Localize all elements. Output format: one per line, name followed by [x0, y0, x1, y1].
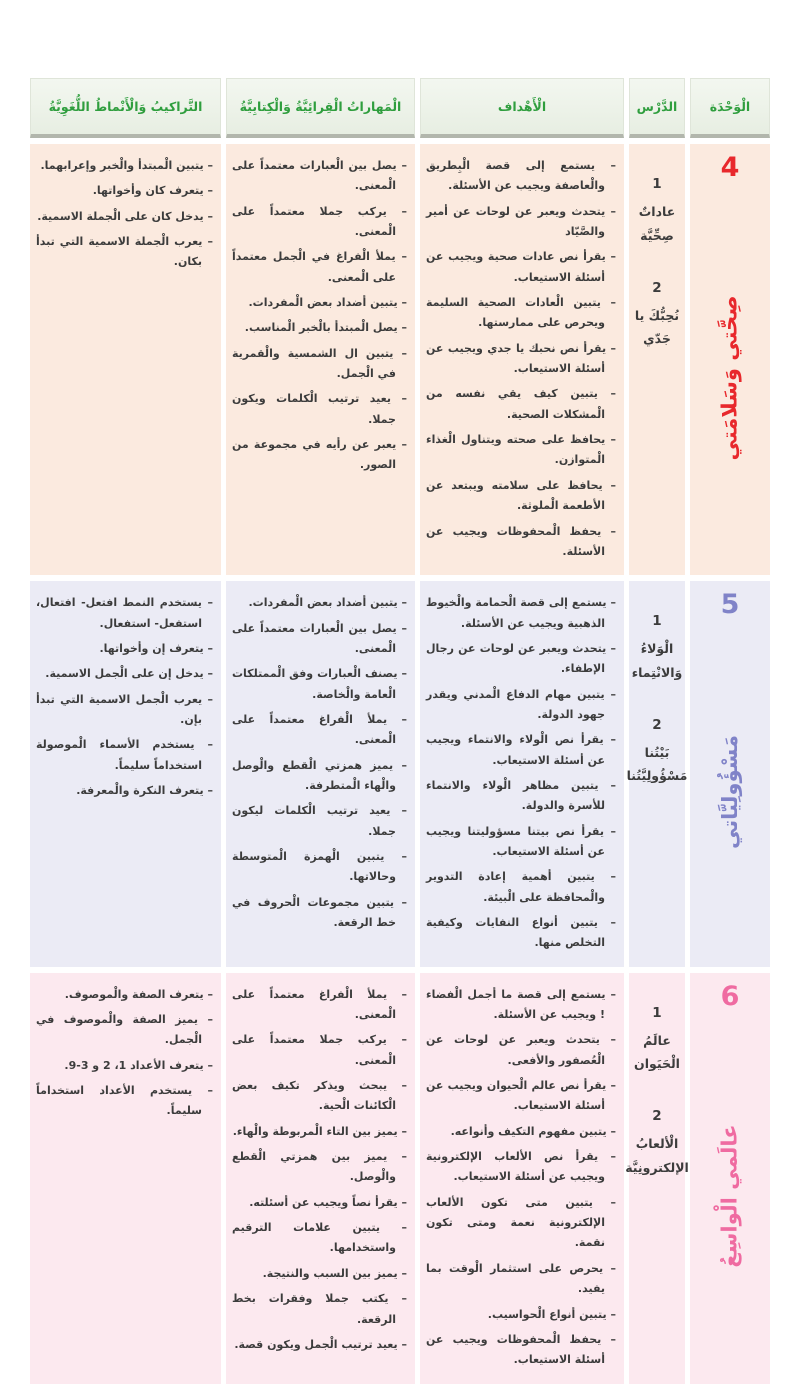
objectives-list [426, 156, 616, 562]
lesson-block [632, 613, 683, 685]
skill-item: – يعيد ترتيب الْجمل ويكون قصة. [232, 1335, 407, 1355]
objective-item: – يحفظ الْمحفوظات ويجيب عن أسئلة الاستيعاب. [426, 1330, 616, 1371]
skill-item: – يتبين أضداد بعض الْمفردات. [232, 593, 407, 613]
structures-list [36, 593, 213, 801]
structure-item: – يتعرف إن وأخواتها. [36, 639, 213, 659]
structure-item: – يعرب الْجملة الاسمية التي تبدأ بكان. [36, 232, 213, 273]
objective-item: – يتبين الْعادات الصحية السليمة ويحرص على ممارستها. [426, 293, 616, 334]
skill-item: – يصل بين الْعبارات معتمداً على الْمعنى. [232, 156, 407, 197]
objective-item: – يقرأ نص نحبك يا جدي ويجيب عن أسئلة الاستيعاب. [426, 339, 616, 380]
skill-item: – يتبين مجموعات الْحروف في خط الرقعة. [232, 893, 407, 934]
skill-item: – يتبين أضداد بعض الْمفردات. [232, 293, 407, 313]
lesson-cell [626, 581, 688, 967]
lesson-block [627, 717, 688, 789]
objective-item: – يقرأ نص الْولاء والانتماء ويجيب عن أسئلة الاستيعاب. [426, 730, 616, 771]
objective-item: – يقرأ نص عالم الْحيوان ويجيب عن أسئلة الاستيعاب. [426, 1076, 616, 1117]
unit-title: عالَمي الْواسِعُ [717, 1124, 742, 1268]
unit-title-wrap [690, 617, 770, 967]
skill-item: – يكتب جملا وفقرات بخط الرقعة. [232, 1289, 407, 1330]
objective-item: – يحرص على استثمار الْوقت بما يفيد. [426, 1259, 616, 1300]
skill-item: – يملأ الْفراغ في الْجمل معتمداً على الْمعنى. [232, 247, 407, 288]
structure-item: – يستخدم الأسماء الْموصولة استخداماً سليماً. [36, 735, 213, 776]
structure-item: – يستخدم النمط افتعل- افتعال، استفعل- استفعال. [36, 593, 213, 634]
skill-item: – يبحث ويذكر تكيف بعض الْكائنات الْحية. [232, 1076, 407, 1117]
objective-item: – يستمع إلى قصة ما أجمل الْفضاء ! ويجيب عن الأسئلة. [426, 985, 616, 1026]
objective-item: – يتبين مفهوم التكيف وأنواعه. [426, 1122, 616, 1142]
structure-item: – يتعرف كان وأخواتها. [36, 181, 213, 201]
skill-item: – يعيد ترتيب الْكلمات ليكون جملا. [232, 801, 407, 842]
objective-item: – يقرأ نص الألعاب الإلكترونية ويجيب عن أسئلة الاستيعاب. [426, 1147, 616, 1188]
skill-item: – يميز بين همزتي الْقطع والْوصل. [232, 1147, 407, 1188]
structure-item: – يتبين الْمبتدأ والْخبر وإعرابهما. [36, 156, 213, 176]
unit-number: 6 [720, 980, 740, 1012]
skill-item: – يعبر عن رأيه في مجموعة من الصور. [232, 435, 407, 476]
lesson-title: نُحِبُّكَ يا جَدّي [634, 307, 680, 347]
unit-title: صِحَّتي وَسَلامَتي [718, 295, 742, 461]
objective-item: – يتبين أنواع الْحواسيب. [426, 1305, 616, 1325]
structures-list [36, 156, 213, 273]
skill-item: – يتبين الْهمزة الْمتوسطة وحالاتها. [232, 847, 407, 888]
skill-item: – يعيد ترتيب الْكلمات ويكون جملا. [232, 389, 407, 430]
unit-number: 5 [720, 589, 740, 621]
skill-item: – يميز بين السبب والنتيجة. [232, 1264, 407, 1284]
lesson-title: الْوَلاءُ وَالانْتِماء [631, 641, 683, 680]
objectives-cell [420, 581, 624, 967]
objective-item: – يحافظ على سلامته ويبتعد عن الأطعمة الْملوثة. [426, 476, 616, 517]
unit-row-6 [18, 973, 770, 1384]
skill-item: – يصنف الْعبارات وفق الْممتلكات الْعامة والْخاصة. [232, 664, 407, 705]
structures-cell [30, 144, 221, 575]
skill-item: – يركب جملا معتمداً على الْمعنى. [232, 202, 407, 243]
skill-item: – يملأ الْفراغ معتمداً على الْمعنى. [232, 710, 407, 751]
unit-cell [690, 973, 770, 1384]
objective-item: – يتحدث ويعبر عن لوحات عن رجال الإطفاء. [426, 639, 616, 680]
lesson-number: 2 [652, 279, 662, 296]
structure-item: – يدخل إن على الْجمل الاسمية. [36, 664, 213, 684]
skills-list [232, 593, 407, 933]
unit-cell [690, 581, 770, 967]
objective-item: – يتحدث ويعبر عن لوحات عن أمير والصَّيّاد [426, 202, 616, 243]
header-lesson: الدَّرْس [629, 78, 685, 138]
unit-title: مَسْؤُولِيَّاتي [717, 734, 742, 849]
objective-item: – يستمع إلى قصة الْحمامة والْخيوط الذهبية ويجيب عن الأسئلة. [426, 593, 616, 634]
lesson-block [632, 1005, 682, 1077]
structures-cell [30, 973, 221, 1384]
skill-item: – يركب جملا معتمداً على الْمعنى. [232, 1030, 407, 1071]
lesson-block [632, 176, 682, 248]
skill-item: – يميز بين التاء الْمربوطة والْهاء. [232, 1122, 407, 1142]
header-objectives: الْأَهْداف [420, 78, 624, 138]
skill-item: – يصل بين الْعبارات معتمداً على الْمعنى. [232, 619, 407, 660]
lesson-block [625, 1108, 689, 1180]
lesson-number: 1 [652, 176, 662, 192]
objectives-cell [420, 144, 624, 575]
objective-item: – يقرأ نص عادات صحية ويجيب عن أسئلة الاستيعاب. [426, 247, 616, 288]
objectives-list [426, 593, 616, 954]
objective-item: – يحافظ على صحته ويتناول الْغذاء الْمتوازن. [426, 430, 616, 471]
unit-title-wrap [690, 180, 770, 575]
objective-item: – يتبين متى تكون الألعاب الإلكترونية نعمة ومتى تكون نقمة. [426, 1193, 616, 1254]
structure-item: – يستخدم الأعداد استخداماً سليماً. [36, 1081, 213, 1122]
skills-list [232, 985, 407, 1356]
objective-item: – يقرأ نص بيتنا مسؤوليتنا ويجيب عن أسئلة الاستيعاب. [426, 822, 616, 863]
lesson-title: الْألعابُ الإلكترونِيَّة [625, 1136, 689, 1175]
unit-cell [690, 144, 770, 575]
unit-row-5 [18, 581, 770, 967]
lesson-cell [629, 144, 685, 575]
lesson-number: 2 [652, 1108, 662, 1125]
skills-cell [226, 973, 415, 1384]
lesson-block [632, 280, 682, 352]
skill-item: – يقرأ نصاً ويجيب عن أسئلته. [232, 1193, 407, 1213]
structures-list [36, 985, 213, 1122]
skill-item: – يتبين علامات الترقيم واستخدامها. [232, 1218, 407, 1259]
structure-item: – يميز الصفة والْموصوف في الْجمل. [36, 1010, 213, 1051]
unit-row-4 [18, 144, 770, 575]
header-row [18, 78, 770, 138]
objective-item: – يتبين مهام الدفاع الْمدني ويقدر جهود الدولة. [426, 685, 616, 726]
lesson-title: عالَمُ الْحَيَوان [634, 1032, 680, 1072]
header-unit: الْوَحْدَة [690, 78, 770, 138]
objective-item: – يتبين مظاهر الْولاء والانتماء للأسرة والدولة. [426, 776, 616, 817]
lesson-number: 1 [652, 1004, 662, 1021]
lesson-number: 2 [652, 716, 662, 733]
skills-cell [226, 144, 415, 575]
objective-item: – يتبين كيف يقي نفسه من الْمشكلات الصحية. [426, 384, 616, 425]
skill-item: – يملأ الْفراغ معتمداً على الْمعنى. [232, 985, 407, 1026]
objective-item: – يتحدث ويعبر عن لوحات عن الْعُصفور والأفعى. [426, 1030, 616, 1071]
objectives-cell [420, 973, 624, 1384]
skill-item: – يصل الْمبتدأ بالْخبر الْمناسب. [232, 318, 407, 338]
objectives-list [426, 985, 616, 1371]
skill-item: – يميز همزتي الْقطع والْوصل والْهاء الْمتطرفة. [232, 756, 407, 797]
objective-item: – يتبين أنواع النفايات وكيفية التخلص منها. [426, 913, 616, 954]
skill-item: – يتبين ال الشمسية والْقمرية في الْجمل. [232, 344, 407, 385]
structure-item: – يعرب الْجمل الاسمية التي تبدأ بإن. [36, 690, 213, 731]
structure-item: – يتعرف الصفة والْموصوف. [36, 985, 213, 1005]
table-body [18, 144, 770, 1384]
objective-item: – يستمع إلى قصة الْبِطريق والْعاصفة ويجيب عن الأسئلة. [426, 156, 616, 197]
objective-item: – يتبين أهمية إعادة التدوير والْمحافظة على الْبيئة. [426, 867, 616, 908]
skills-cell [226, 581, 415, 967]
header-skills: الْمَهاراتُ الْقِرائِيَّةُ وَالْكِتابِيَّةُ [226, 78, 415, 138]
objective-item: – يحفظ الْمحفوظات ويجيب عن الأسئلة. [426, 522, 616, 563]
structure-item: – يتعرف النكرة والْمعرفة. [36, 781, 213, 801]
unit-title-wrap [690, 1009, 770, 1384]
unit-number: 4 [720, 152, 740, 183]
lesson-title: بَيْتُنا مَسْؤُولِيَّتُنا [626, 744, 688, 784]
header-structures: التَّراكيبُ وَالْأَنْماطُ اللُّغَوِيَّةُ [30, 78, 221, 138]
curriculum-table [18, 78, 770, 1384]
structures-cell [30, 581, 221, 967]
structure-item: – يتعرف الأعداد 1، 2 و 3-9. [36, 1056, 213, 1076]
lesson-cell [625, 973, 689, 1384]
lesson-number: 1 [652, 613, 662, 630]
lesson-title: عاداتٌ صِحِّيَّة [638, 204, 676, 243]
skills-list [232, 156, 407, 476]
structure-item: – يدخل كان على الْجملة الاسمية. [36, 207, 213, 227]
